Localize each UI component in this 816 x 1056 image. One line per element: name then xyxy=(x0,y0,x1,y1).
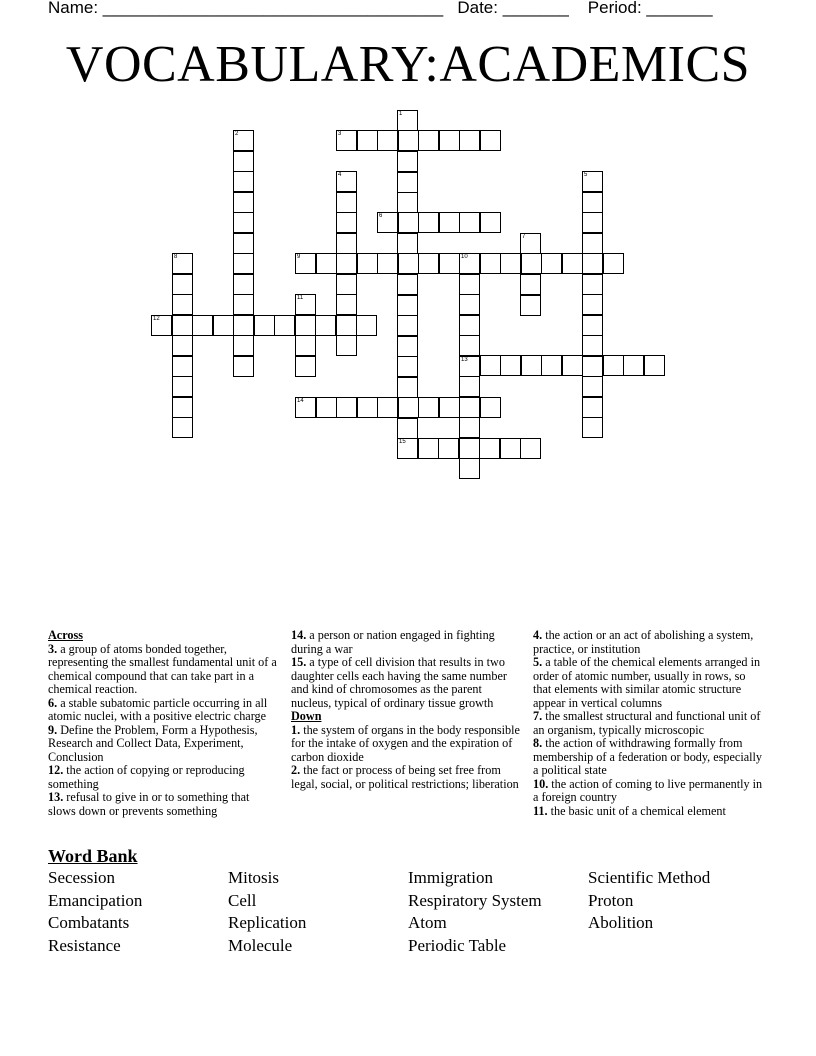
crossword-cell[interactable] xyxy=(541,253,562,274)
clue-across-9: 9. Define the Problem, Form a Hypothesis, Research and Collect Data, Experiment, Conclusion xyxy=(48,722,258,764)
word-bank-word: Respiratory System xyxy=(408,891,542,910)
word-bank-word: Scientific Method xyxy=(588,868,711,887)
crossword-cell[interactable] xyxy=(377,397,398,418)
crossword-cell[interactable] xyxy=(623,355,644,376)
crossword-cell[interactable] xyxy=(582,233,603,254)
crossword-cell[interactable] xyxy=(233,233,254,254)
date-field-label[interactable]: Date: _______ xyxy=(457,0,569,17)
clue-across-3: 3. a group of atoms bonded together, representing the smallest fundamental unit of a chemical compound that can take part in a chemical reaction. xyxy=(48,641,277,696)
clue-number-label: 12 xyxy=(153,316,160,322)
crossword-cell[interactable] xyxy=(459,397,480,418)
crossword-cell[interactable] xyxy=(480,130,501,151)
clue-number-label: 7 xyxy=(522,234,526,240)
clue-across-6: 6. a stable subatomic particle occurring in all atomic nuclei, with a positive electric charge xyxy=(48,695,268,723)
clue-down-11: 11. the basic unit of a chemical element xyxy=(533,803,726,818)
crossword-cell[interactable] xyxy=(521,253,542,274)
crossword-cell[interactable] xyxy=(397,172,418,193)
clue-down-1: 1. the system of organs in the body responsible for the intake of oxygen and the expiration of carbon dioxide xyxy=(291,722,520,764)
crossword-cell[interactable] xyxy=(582,171,603,192)
word-bank-word: Resistance xyxy=(48,936,121,955)
crossword-cell[interactable] xyxy=(439,130,460,151)
clues-column-1 xyxy=(48,629,280,818)
crossword-cell[interactable] xyxy=(398,397,419,418)
crossword-cell[interactable] xyxy=(398,212,419,233)
crossword-cell[interactable] xyxy=(377,130,398,151)
crossword-cell[interactable] xyxy=(439,212,460,233)
word-bank-word: Cell xyxy=(228,891,257,910)
clue-down-7: 7. the smallest structural and functional unit of an organism, typically microscopic xyxy=(533,709,761,737)
crossword-cell[interactable] xyxy=(172,274,193,295)
clue-across-14: 14. a person or nation engaged in fighting during a war xyxy=(291,628,495,656)
word-bank-title: Word Bank xyxy=(48,846,138,866)
crossword-cell[interactable] xyxy=(336,315,357,336)
crossword-cell[interactable] xyxy=(397,356,418,377)
crossword-cell[interactable] xyxy=(233,171,254,192)
crossword-cell[interactable] xyxy=(357,253,378,274)
word-bank-word: Mitosis xyxy=(228,868,280,887)
crossword-cell[interactable] xyxy=(520,295,541,316)
clue-number-label: 1 xyxy=(399,111,403,117)
crossword-cell[interactable] xyxy=(254,315,275,336)
page-title: VOCABULARY:ACADEMICS xyxy=(65,36,751,93)
crossword-cell[interactable] xyxy=(192,315,213,336)
crossword-cell[interactable] xyxy=(459,294,480,315)
crossword-cell[interactable] xyxy=(336,253,357,274)
crossword-cell[interactable] xyxy=(398,130,419,151)
crossword-cell[interactable] xyxy=(356,315,377,336)
clue-number-label: 15 xyxy=(399,439,406,445)
crossword-cell[interactable] xyxy=(582,376,603,397)
crossword-cell[interactable] xyxy=(172,253,193,274)
word-bank-word: Emancipation xyxy=(48,891,143,910)
crossword-cell[interactable] xyxy=(151,315,172,336)
crossword-cell[interactable] xyxy=(295,356,316,377)
crossword-cell[interactable] xyxy=(459,458,480,479)
across-heading: Across xyxy=(48,628,83,642)
crossword-cell[interactable] xyxy=(479,438,500,459)
crossword-cell[interactable] xyxy=(336,294,357,315)
word-bank-word: Combatants xyxy=(48,913,130,932)
crossword-cell[interactable] xyxy=(582,356,603,377)
clue-number-label: 13 xyxy=(461,357,468,363)
crossword-cell[interactable] xyxy=(459,130,480,151)
crossword-cell[interactable] xyxy=(480,355,501,376)
crossword-cell[interactable] xyxy=(397,110,418,131)
crossword-cell[interactable] xyxy=(582,315,603,336)
crossword-cell[interactable] xyxy=(397,336,418,357)
crossword-cell[interactable] xyxy=(172,294,193,315)
crossword-cell[interactable] xyxy=(295,315,316,336)
word-bank-word: Atom xyxy=(408,913,447,932)
crossword-cell[interactable] xyxy=(582,274,603,295)
crossword-cell[interactable] xyxy=(172,417,193,438)
clue-number-label: 4 xyxy=(338,172,342,178)
clue-down-10: 10. the action of coming to live permanently in a foreign country xyxy=(533,776,763,804)
crossword-cell[interactable] xyxy=(233,294,254,315)
word-bank-word: Molecule xyxy=(228,936,293,955)
crossword-cell[interactable] xyxy=(582,417,603,438)
crossword-cell[interactable] xyxy=(582,397,603,418)
crossword-cell[interactable] xyxy=(459,253,480,274)
word-bank-word: Proton xyxy=(588,891,634,910)
crossword-cell[interactable] xyxy=(398,253,419,274)
crossword-cell[interactable] xyxy=(397,274,418,295)
crossword-cell[interactable] xyxy=(459,438,480,459)
crossword-cell[interactable] xyxy=(233,151,254,172)
crossword-cell[interactable] xyxy=(233,356,254,377)
crossword-cell[interactable] xyxy=(397,295,418,316)
crossword-cell[interactable] xyxy=(418,212,439,233)
clue-number-label: 5 xyxy=(584,172,588,178)
clue-number-label: 6 xyxy=(379,213,383,219)
crossword-cell[interactable] xyxy=(213,315,234,336)
clue-number-label: 8 xyxy=(174,254,178,260)
crossword-cell[interactable] xyxy=(316,253,337,274)
crossword-grid xyxy=(0,0,816,500)
crossword-cell[interactable] xyxy=(377,212,398,233)
crossword-cell[interactable] xyxy=(295,294,316,315)
clue-across-13: 13. refusal to give in or to something that slows down or prevents something xyxy=(48,790,250,818)
crossword-cell[interactable] xyxy=(397,151,418,172)
crossword-cell[interactable] xyxy=(459,417,480,438)
crossword-cell[interactable] xyxy=(521,355,542,376)
crossword-cell[interactable] xyxy=(603,355,624,376)
crossword-cell[interactable] xyxy=(480,397,501,418)
crossword-cell[interactable] xyxy=(357,397,378,418)
word-bank-word: Secession xyxy=(48,868,116,887)
crossword-cell[interactable] xyxy=(439,397,460,418)
crossword-cell[interactable] xyxy=(336,212,357,233)
clue-across-12: 12. the action of copying or reproducing something xyxy=(48,763,245,791)
crossword-cell[interactable] xyxy=(397,438,418,459)
crossword-cell[interactable] xyxy=(418,397,439,418)
crossword-cell[interactable] xyxy=(172,315,193,336)
crossword-cell[interactable] xyxy=(459,212,480,233)
crossword-cell[interactable] xyxy=(480,212,501,233)
crossword-cell[interactable] xyxy=(418,253,439,274)
crossword-cell[interactable] xyxy=(233,315,254,336)
crossword-cell[interactable] xyxy=(459,274,480,295)
crossword-cell[interactable] xyxy=(336,274,357,295)
crossword-cell[interactable] xyxy=(603,253,624,274)
crossword-cell[interactable] xyxy=(315,315,336,336)
crossword-cell[interactable] xyxy=(172,356,193,377)
crossword-cell[interactable] xyxy=(233,253,254,274)
crossword-cell[interactable] xyxy=(397,192,418,213)
crossword-cell[interactable] xyxy=(336,397,357,418)
crossword-cell[interactable] xyxy=(295,253,316,274)
word-bank-word: Replication xyxy=(228,913,307,932)
crossword-cell[interactable] xyxy=(520,274,541,295)
clue-number-label: 10 xyxy=(461,254,468,260)
crossword-cell[interactable] xyxy=(644,355,665,376)
clue-number-label: 14 xyxy=(297,398,304,404)
crossword-cell[interactable] xyxy=(520,438,541,459)
crossword-cell[interactable] xyxy=(336,233,357,254)
crossword-cell[interactable] xyxy=(233,192,254,213)
clue-number-label: 3 xyxy=(338,131,342,137)
crossword-cell[interactable] xyxy=(500,438,521,459)
clues-column-2 xyxy=(291,629,523,791)
crossword-cell[interactable] xyxy=(274,315,295,336)
clue-down-2: 2. the fact or process of being set free from legal, social, or political restrictions; liberation xyxy=(291,763,519,791)
clue-across-15: 15. a type of cell division that results in two daughter cells each having the same number and kind of chromosomes as the parent nucleus, typical of ordinary tissue growth xyxy=(291,655,507,710)
clues-column-3 xyxy=(533,629,765,818)
crossword-cell[interactable] xyxy=(377,253,398,274)
crossword-cell[interactable] xyxy=(500,253,521,274)
crossword-cell[interactable] xyxy=(336,192,357,213)
crossword-cell[interactable] xyxy=(397,233,418,254)
crossword-cell[interactable] xyxy=(397,418,418,439)
crossword-cell[interactable] xyxy=(397,377,418,398)
crossword-cell[interactable] xyxy=(582,253,603,274)
clue-down-5: 5. a table of the chemical elements arranged in order of atomic number, usually in rows, so that elements with similar atomic structure appear in vertical columns xyxy=(533,655,761,710)
crossword-cell[interactable] xyxy=(582,294,603,315)
clue-down-8: 8. the action of withdrawing formally from membership of a federation or body, especially a political state xyxy=(533,736,762,777)
crossword-cell[interactable] xyxy=(439,253,460,274)
clue-number-label: 9 xyxy=(297,254,301,260)
crossword-cell[interactable] xyxy=(295,335,316,356)
clue-number-label: 11 xyxy=(297,295,304,301)
crossword-cell[interactable] xyxy=(357,130,378,151)
crossword-cell[interactable] xyxy=(397,315,418,336)
crossword-cell[interactable] xyxy=(233,335,254,356)
crossword-cell[interactable] xyxy=(582,192,603,213)
crossword-cell[interactable] xyxy=(459,356,480,377)
word-bank-word: Immigration xyxy=(408,868,493,887)
crossword-cell[interactable] xyxy=(172,397,193,418)
crossword-cell[interactable] xyxy=(520,233,541,254)
crossword-cell[interactable] xyxy=(459,335,480,356)
crossword-cell[interactable] xyxy=(336,171,357,192)
clue-number-label: 2 xyxy=(235,131,239,137)
crossword-cell[interactable] xyxy=(316,397,337,418)
word-bank-word: Periodic Table xyxy=(408,936,507,955)
name-field-label[interactable]: Name: ____________________________________ xyxy=(48,0,444,17)
crossword-cell[interactable] xyxy=(500,355,521,376)
period-field-label[interactable]: Period: _______ xyxy=(587,0,713,17)
crossword-cell[interactable] xyxy=(336,130,357,151)
crossword-cell[interactable] xyxy=(233,130,254,151)
word-bank-word: Abolition xyxy=(588,913,654,932)
crossword-cell[interactable] xyxy=(418,130,439,151)
crossword-cell[interactable] xyxy=(459,376,480,397)
crossword-cell[interactable] xyxy=(582,335,603,356)
crossword-cell[interactable] xyxy=(172,376,193,397)
crossword-cell[interactable] xyxy=(172,335,193,356)
crossword-cell[interactable] xyxy=(295,397,316,418)
clue-down-4: 4. the action or an act of abolishing a system, practice, or institution xyxy=(533,628,754,656)
crossword-cell[interactable] xyxy=(480,253,501,274)
crossword-cell[interactable] xyxy=(336,335,357,356)
crossword-cell[interactable] xyxy=(562,253,583,274)
crossword-cell[interactable] xyxy=(541,355,562,376)
crossword-cell[interactable] xyxy=(582,212,603,233)
crossword-cell[interactable] xyxy=(233,274,254,295)
crossword-cell[interactable] xyxy=(233,212,254,233)
crossword-cell[interactable] xyxy=(438,438,459,459)
crossword-cell[interactable] xyxy=(418,438,439,459)
crossword-cell[interactable] xyxy=(562,355,583,376)
crossword-cell[interactable] xyxy=(459,315,480,336)
down-heading: Down xyxy=(291,709,322,723)
